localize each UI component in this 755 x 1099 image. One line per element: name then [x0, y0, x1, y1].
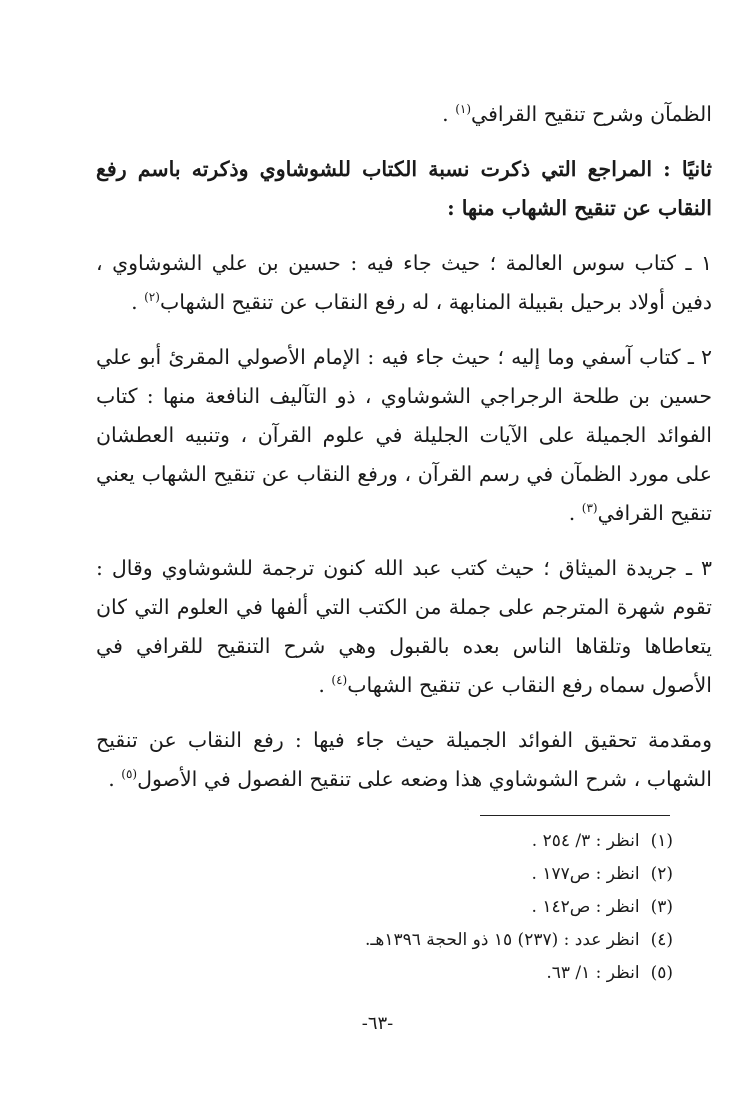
- footnote-reference-1: (١): [455, 102, 472, 117]
- heading-text: ثانيًا : المراجع التي ذكرت نسبة الكتاب للشوشاوي وذكرته باسم رفع النقاب عن تنقيح الشهاب منها :: [96, 157, 712, 220]
- footnote-number: (٤): [650, 930, 673, 950]
- paragraph-text: الظمآن وشرح تنقيح القرافي: [471, 102, 712, 126]
- paragraph-item-3-mithaq: [96, 549, 712, 705]
- paragraph-text: ومقدمة تحقيق الفوائد الجميلة حيث جاء فيها : رفع النقاب عن تنقيح الشهاب ، شرح الشوشاوي هذا وضعه على تنقيح الفصول في الأصول: [96, 728, 712, 791]
- footnote-number: (٢): [650, 864, 673, 884]
- footnote-item-3: [153, 891, 673, 924]
- paragraph-item-2-asafi: [96, 338, 712, 533]
- footnotes-list: [153, 825, 673, 990]
- footnote-item-2: [153, 858, 673, 891]
- paragraph-item-1-sous: [96, 244, 712, 322]
- paragraph-tail: .: [318, 673, 332, 697]
- footnote-reference-4: (٤): [331, 673, 348, 688]
- footnote-text: انظر عدد : (٢٣٧) ١٥ ذو الحجة ١٣٩٦هـ.: [365, 930, 640, 950]
- paragraph-text: ١ ـ كتاب سوس العالمة ؛ حيث جاء فيه : حسين بن علي الشوشاوي ، دفين أولاد برحيل بقبيلة المنابهة ، له رفع النقاب عن تنقيح الشهاب: [96, 251, 712, 314]
- footnote-text: انظر : ص١٧٧ .: [531, 864, 640, 884]
- section-heading-second-references: [96, 150, 712, 228]
- paragraph-introduction-fawaid: [96, 721, 712, 799]
- footnote-reference-5: (٥): [121, 767, 138, 782]
- footnote-separator-line: [480, 815, 670, 816]
- paragraph-text: ٣ ـ جريدة الميثاق ؛ حيث كتب عبد الله كنون ترجمة للشوشاوي وقال : تقوم شهرة المترجم على جملة من الكتب التي ألفها في العلوم التي كان يتعاطاها وتلقاها الناس بعده بالقبول وهي شرح التنقيح للقرافي في الأصول سماه رفع النقاب عن تنقيح الشهاب: [96, 556, 712, 697]
- main-text-body: [96, 95, 712, 815]
- paragraph-tail: .: [131, 290, 145, 314]
- footnote-item-4: [153, 924, 673, 957]
- paragraph-tail: .: [108, 767, 122, 791]
- page-number: -٦٣-: [361, 1013, 394, 1034]
- footnote-item-5: [153, 957, 673, 990]
- footnote-reference-3: (٣): [581, 501, 598, 516]
- footnote-text: انظر : ص١٤٢ .: [531, 897, 640, 917]
- paragraph-tail: .: [442, 102, 456, 126]
- footnote-text: انظر : ٣/ ٢٥٤ .: [531, 831, 640, 851]
- footnote-number: (١): [650, 831, 673, 851]
- footnote-number: (٣): [650, 897, 673, 917]
- footnote-item-1: [153, 825, 673, 858]
- paragraph-tail: .: [568, 501, 582, 525]
- footnote-reference-2: (٢): [144, 290, 160, 305]
- paragraph-intro-continuation: [96, 95, 712, 134]
- footnote-number: (٥): [650, 963, 673, 983]
- footnote-text: انظر : ١/ ٦٣.: [546, 963, 640, 983]
- paragraph-text: ٢ ـ كتاب آسفي وما إليه ؛ حيث جاء فيه : الإمام الأصولي المقرئ أبو علي حسين بن طلحة الرجراجي الشوشاوي ، ذو التآليف النافعة منها : كتاب الفوائد الجميلة على الآيات الجليلة في علوم القرآن ، وتنبيه العطشان على مورد الظمآن في رسم القرآن ، ورفع النقاب عن تنقيح الشهاب يعني تنقيح القرافي: [96, 345, 712, 525]
